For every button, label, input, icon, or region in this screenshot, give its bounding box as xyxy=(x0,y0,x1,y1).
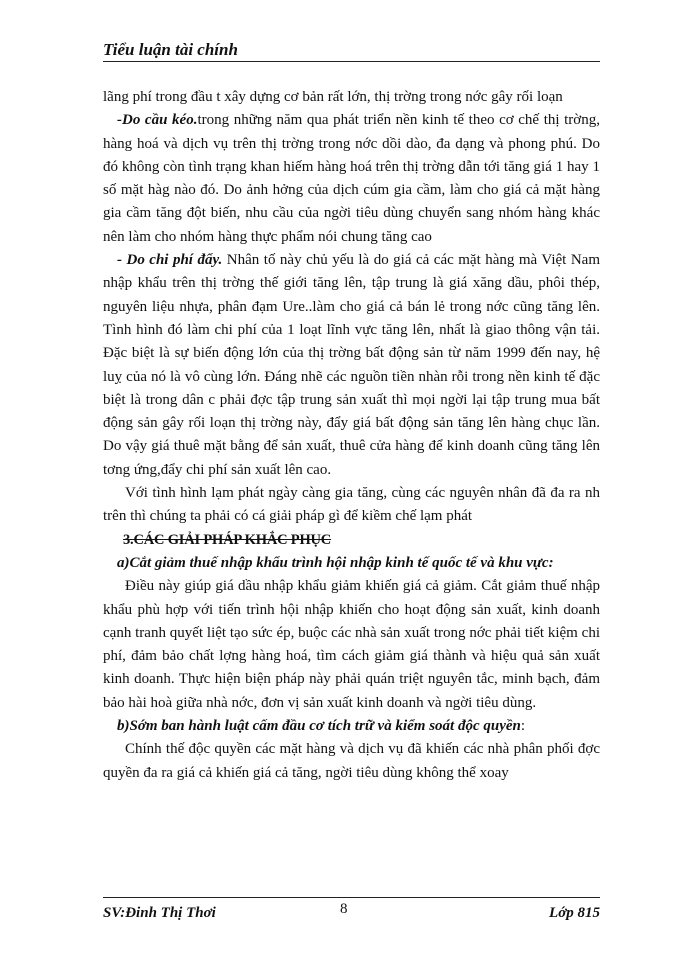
subheading-b-colon: : xyxy=(520,718,526,735)
demand-pull-text: trong những năm qua phát triển nền kinh tế theo cơ chế thị trờng, hàng hoá và dịch vụ trên thị trờng trong nớc dồi dào, đa dạng và phong phú. Do đó không còn tình trạng khan hiếm hàng hoá trên thị trờng dẫn tới tăng giá 1 hay 1 số mặt hàg nào đó. Do ảnh hởng của dịch cúm gia cầm, làm cho giá cả mặt hàng gia cầm tăng đột biến, nhu cầu của ngời tiêu dùng chuyển sang nhóm hàng khác nên làm cho nhóm hàng thực phẩm nói chung tăng cao xyxy=(103,112,600,245)
page-number: 8 xyxy=(340,901,348,917)
section-heading-solutions: 3.CÁC GIẢI PHÁP KHẮC PHỤC xyxy=(123,531,332,548)
document-body xyxy=(103,86,600,785)
paragraph-summary: Với tình hình lạm phát ngày càng gia tăng, cùng các nguyên nhân đã đa ra nh trên thì chúng ta phải có cá giải pháp gì để kiềm chế lạm phát xyxy=(103,485,600,525)
footer-class: Lớp 815 xyxy=(549,905,600,921)
header-title: Tiểu luận tài chính xyxy=(103,40,238,59)
paragraph-b: Chính thế độc quyền các mặt hàng và dịch vụ đã khiến các nhà phân phối đợc quyền đa ra giá cả khiến giá cả tăng, ngời tiêu dùng không thể xoay xyxy=(103,741,600,781)
subheading-b: b)Sớm ban hành luật cấm đầu cơ tích trữ và kiểm soát độc quyền xyxy=(117,718,521,735)
subheading-b-line xyxy=(103,715,600,738)
cost-push-text: Nhân tố này chủ yếu là do giá cả các mặt hàng mà Việt Nam nhập khẩu trên thị trờng thế giới tăng lên, tập trung là giá xăng dầu, phôi thép, nguyên liệu nhựa, phân đạm Ure..làm cho giá cả bán lẻ trong nớc cũng tăng lên. Tình hình đó làm chi phí của 1 loạt lĩnh vực tăng lên, nhất là giao thông vận tải. Đặc biệt là sự biến động lớn của thị trờng bất động sản từ năm 1999 đến nay, hệ luỵ của nó là vô cùng lớn. Đáng nhẽ các nguồn tiền nhàn rỗi trong nền kinh tế đặc biệt là trong dân c phải đợc tập trung sản xuất thì mọi ngời lại tập trung mua bất động sản gây rối loạn thị trờng này, đẩy giá bất động sản tăng lên hàng chục lần. Do vậy giá thuê mặt bằng để sản xuất, thuê cửa hàng để kinh doanh cũng tăng lên tơng ứng,đẩy chi phí sản xuất lên cao. xyxy=(103,252,600,478)
paragraph-a: Điều này giúp giá dầu nhập khẩu giảm khiến giá cả giảm. Cắt giảm thuế nhập khẩu phù hợp với tiến trình hội nhập khiến cho hoạt động sản xuất, kinh doanh cạnh tranh quyết liệt tạo sức ép, buộc các nhà sản xuất trong nớc phải tiết kiệm chi phí, đảm bảo chất lợng hàng hoá, tìm cách giảm giá thành và hiệu quả sản xuất kinh doanh. Thực hiện biện pháp này phải quán triệt nguyên tắc, minh bạch, đảm bảo hài hoà giữa nhà nớc, đơn vị sản xuất kinh doanh và ngời tiêu dùng. xyxy=(103,578,600,711)
paragraph-cost-push xyxy=(103,249,600,482)
paragraph-demand-pull xyxy=(103,109,600,249)
cost-push-lead: - Do chi phí đẩy. xyxy=(117,252,223,269)
paragraph-intro: lãng phí trong đầu t xây dựng cơ bản rất lớn, thị trờng trong nớc gây rối loạn xyxy=(103,89,563,105)
footer-divider xyxy=(103,897,600,898)
header-divider xyxy=(103,61,600,62)
demand-pull-lead: -Do cầu kéo. xyxy=(117,112,198,129)
footer-author: SV:Đinh Thị Thơi xyxy=(103,905,216,921)
subheading-a: a)Cắt giảm thuế nhập khẩu trình hội nhập kinh tế quốc tế và khu vực: xyxy=(117,554,554,571)
